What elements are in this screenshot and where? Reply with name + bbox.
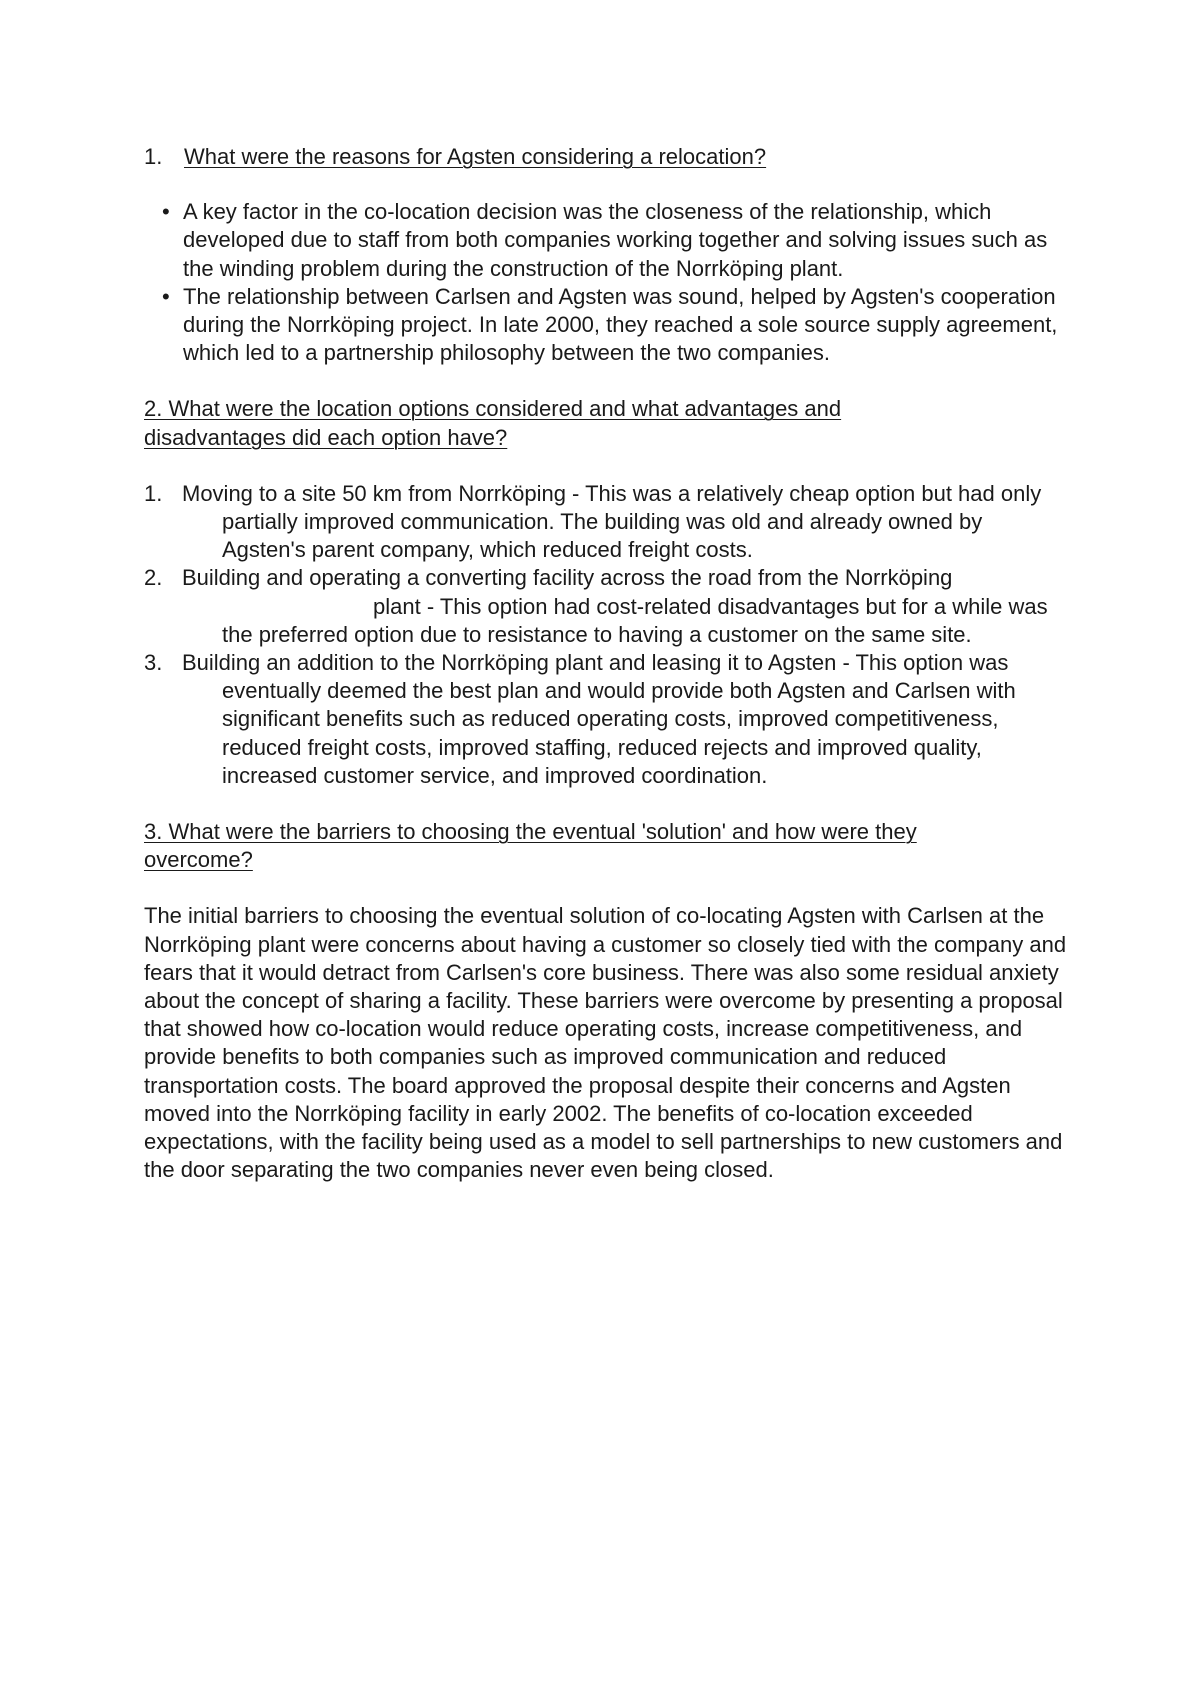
document-body	[144, 143, 1069, 1185]
option-number: 1.	[144, 480, 163, 506]
option-text: Building and operating a converting facility across the road from the Norrköping	[182, 565, 953, 591]
option-text-continued: plant - This option had cost-related disadvantages but for a while was the preferred option due to resistance to having a customer on the same site.	[222, 593, 1048, 647]
bullet-text: The relationship between Carlsen and Agsten was sound, helped by Agsten's cooperation during the Norrköping project. In late 2000, they reached a sole source supply agreement, which led to a partnership philosophy between the two companies.	[183, 283, 1058, 366]
location-options-list	[144, 480, 1069, 790]
bullet-item	[144, 198, 1069, 283]
bullet-item	[144, 283, 1069, 368]
option-item	[144, 649, 1069, 790]
bullet-text: A key factor in the co-location decision was the closeness of the relationship, which developed due to staff from both companies working together and solving issues such as the winding problem during the construction of the Norrköping plant.	[183, 199, 1048, 281]
question-1-title: What were the reasons for Agsten considering a relocation?	[184, 144, 767, 169]
question-3-title: 3. What were the barriers to choosing the eventual 'solution' and how were they overcome?	[144, 819, 917, 873]
option-text: Moving to a site 50 km from Norrköping - This was a relatively cheap option but had only partially improved communication. The building was old and already owned by Agsten's parent company, which reduced freight costs.	[182, 480, 1042, 563]
option-number: 2.	[144, 565, 163, 591]
option-text: Building an addition to the Norrköping plant and leasing it to Agsten - This option was eventually deemed the best plan and would provide both Agsten and Carlsen with significant benefits such as reduced operating costs, improved competitiveness, reduced freight costs, improved staffing, reduced rejects and improved quality, increased customer service, and improved coordination.	[182, 650, 1016, 788]
bullet-marker: •	[162, 283, 170, 309]
question-1-bullet-list	[144, 198, 1069, 367]
question-3-answer: The initial barriers to choosing the eventual solution of co-locating Agsten with Carlsen at the Norrköping plant were concerns about having a customer so closely tied with the company and fears that it would detract from Carlsen's core business. There was also some residual anxiety about the concept of sharing a facility. These barriers were overcome by presenting a proposal that showed how co-location would reduce operating costs, increase competitiveness, and provide benefits to both companies such as improved communication and reduced transportation costs. The board approved the proposal despite their concerns and Agsten moved into the Norrköping facility in early 2002. The benefits of co-location exceeded expectations, with the facility being used as a model to sell partnerships to new customers and the door separating the two companies never even being closed.	[144, 903, 1067, 1183]
question-3-heading	[144, 818, 944, 874]
bullet-marker: •	[162, 199, 170, 225]
option-item	[144, 480, 1069, 565]
option-number: 3.	[144, 650, 163, 676]
question-2-heading	[144, 395, 944, 451]
question-1-heading	[144, 143, 1069, 171]
question-2-title: 2. What were the location options considered and what advantages and disadvantages did each option have?	[144, 396, 842, 450]
question-1-number: 1.	[144, 144, 163, 169]
option-item	[144, 564, 1069, 649]
